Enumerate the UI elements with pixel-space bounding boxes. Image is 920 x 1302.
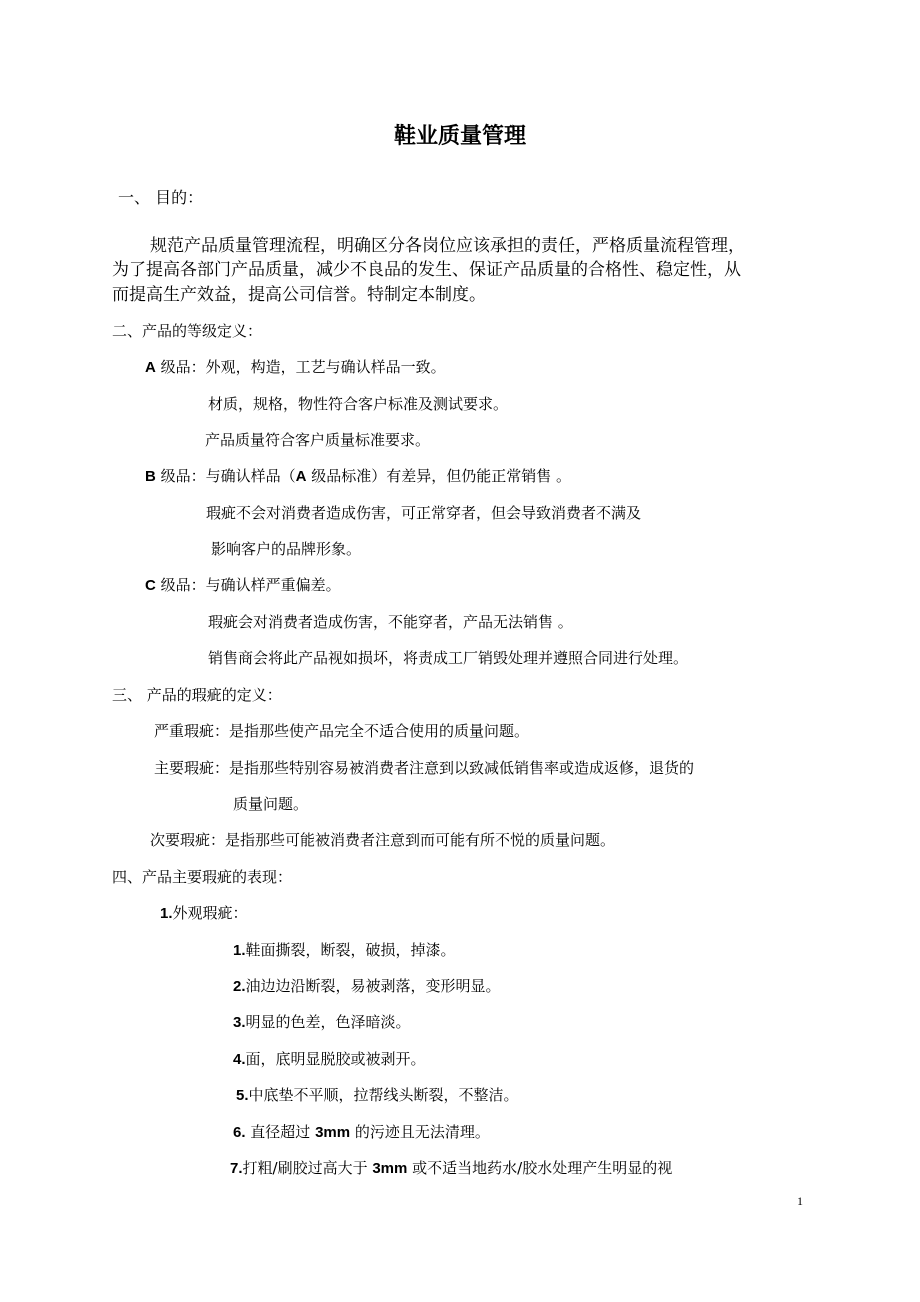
section1-heading: 一、 目的： xyxy=(118,188,204,207)
grade-b-label: B xyxy=(145,468,156,485)
grade-a-line2: 材质，规格，物性符合客户标准及测试要求。 xyxy=(208,395,509,413)
defect-major: 主要瑕疵：是指那些特别容易被消费者注意到以致减低销售率或造成返修，退货的 xyxy=(154,759,695,777)
defect-item-1: 1.鞋面撕裂，断裂，破损，掉漆。 xyxy=(233,941,456,959)
grade-c-line2: 瑕疵会对消费者造成伤害，不能穿者，产品无法销售 。 xyxy=(208,613,573,631)
section1-para-line1: 规范产品质量管理流程，明确区分各岗位应该承担的责任，严格质量流程管理， xyxy=(150,236,745,256)
grade-c-label: C xyxy=(145,577,156,594)
defect-severe: 严重瑕疵：是指那些使产品完全不适合使用的质量问题。 xyxy=(154,722,530,740)
grade-b-line1: B 级品：与确认样品（A 级品标准）有差异，但仍能正常销售 。 xyxy=(145,467,572,485)
section3-heading: 三、 产品的瑕疵的定义： xyxy=(112,686,282,704)
defect-item-3: 3.明显的色差，色泽暗淡。 xyxy=(233,1013,411,1031)
defect-item-7: 7.打粗/刷胶过高大于 3mm 或不适当地药水/胶水处理产生明显的视 xyxy=(230,1159,673,1177)
page-number: 1 xyxy=(797,1194,803,1208)
grade-c-line3: 销售商会将此产品视如损坏，将责成工厂销毁处理并遵照合同进行处理。 xyxy=(208,649,689,667)
document-title: 鞋业质量管理 xyxy=(393,124,526,149)
defect-item-5: 5.中底垫不平顺，拉帮线头断裂，不整洁。 xyxy=(236,1086,519,1104)
grade-b-line3: 影响客户的品牌形象。 xyxy=(211,540,362,558)
defect-item-4: 4.面，底明显脱胶或被剥开。 xyxy=(233,1050,426,1068)
grade-a-line1: A 级品：外观，构造，工艺与确认样品一致。 xyxy=(145,358,446,376)
defect-minor: 次要瑕疵：是指那些可能被消费者注意到而可能有所不悦的质量问题。 xyxy=(150,831,616,849)
grade-c-line1: C 级品：与确认样严重偏差。 xyxy=(145,576,341,594)
defect-item-2: 2.油边边沿断裂，易被剥落，变形明显。 xyxy=(233,977,501,995)
grade-a-line3: 产品质量符合客户质量标准要求。 xyxy=(205,431,431,449)
section2-heading: 二、产品的等级定义： xyxy=(112,322,263,340)
section1-para-line2: 为了提高各部门产品质量，减少不良品的发生、保证产品质量的合格性、稳定性，从 xyxy=(112,260,741,280)
defect-major-cont: 质量问题。 xyxy=(233,795,309,813)
defect-item-6: 6. 直径超过 3mm 的污迹且无法清理。 xyxy=(233,1123,490,1141)
grade-b-line2: 瑕疵不会对消费者造成伤害，可正常穿者，但会导致消费者不满及 xyxy=(206,504,642,522)
grade-a-label: A xyxy=(145,359,156,376)
section4-heading: 四、产品主要瑕疵的表现： xyxy=(112,868,293,886)
appearance-defects-heading: 1.外观瑕疵： xyxy=(160,904,248,922)
section1-para-line3: 而提高生产效益，提高公司信誉。特制定本制度。 xyxy=(112,285,486,305)
